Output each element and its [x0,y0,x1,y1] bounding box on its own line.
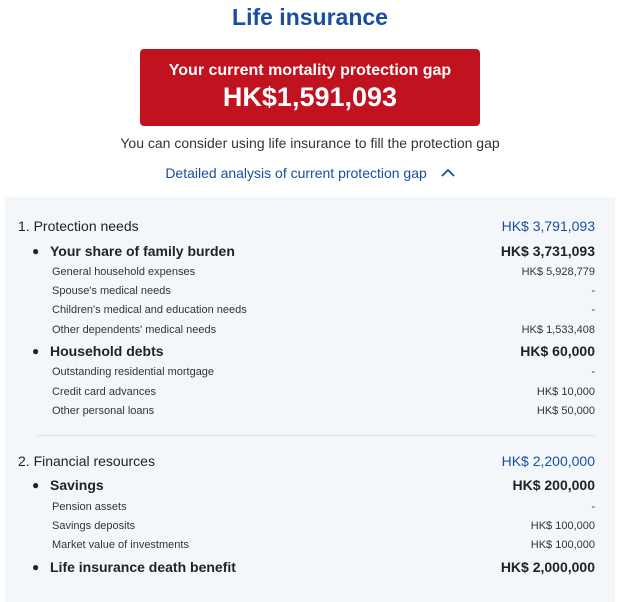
item-value: HK$ 1,533,408 [521,324,595,336]
financial-resources-label: 2. Financial resources [18,453,155,469]
gap-amount: HK$1,591,093 [222,82,398,112]
list-item [52,516,595,536]
item-value: HK$ 100,000 [530,539,595,551]
death-benefit-row [32,557,595,577]
item-label: Credit card advances [52,386,156,398]
protection-gap-box [140,49,480,126]
bullet: ● [32,478,40,492]
item-label: Other dependents' medical needs [52,324,217,336]
list-item [52,300,595,320]
detailed-analysis-label: Detailed analysis of current protection gap [165,165,427,181]
list-item [52,281,595,301]
bullet: ● [32,344,40,358]
household-debts-value: HK$ 60,000 [520,343,595,359]
protection-needs-row [18,216,595,236]
item-label: Spouse's medical needs [52,285,171,297]
list-item [52,262,595,282]
item-value: HK$ 10,000 [536,386,595,398]
gap-label: Your current mortality protection gap [168,62,452,79]
financial-resources-value: HK$ 2,200,000 [501,453,595,469]
item-label: Savings deposits [52,520,136,532]
item-value: - [591,285,595,297]
section-divider [37,435,595,436]
family-burden-label: Your share of family burden [50,243,235,259]
item-value: - [591,366,595,378]
savings-label: Savings [50,477,104,493]
list-item [52,401,595,421]
hint-text: You can consider using life insurance to fill the protection gap [120,135,500,151]
family-burden-row [32,241,595,261]
financial-resources-row [18,451,595,471]
chevron-up-icon [441,166,455,180]
item-label: Outstanding residential mortgage [52,366,215,378]
item-label: Children's medical and education needs [52,304,247,316]
bullet: ● [32,560,40,574]
item-value: HK$ 100,000 [530,520,595,532]
protection-needs-value: HK$ 3,791,093 [501,218,595,234]
item-value: - [591,304,595,316]
bullet: ● [32,244,40,258]
savings-value: HK$ 200,000 [512,477,595,493]
item-label: Market value of investments [52,539,189,551]
protection-needs-label: 1. Protection needs [18,218,139,234]
list-item [52,362,595,382]
detailed-analysis-toggle[interactable] [0,165,620,181]
list-item [52,497,595,517]
list-item [52,535,595,555]
item-value: - [591,501,595,513]
item-label: Other personal loans [52,405,155,417]
item-value: HK$ 50,000 [536,405,595,417]
item-label: General household expenses [52,266,196,278]
household-debts-row [32,341,595,361]
savings-row [32,475,595,495]
list-item [52,320,595,340]
list-item [52,382,595,402]
item-label: Pension assets [52,501,127,513]
family-burden-value: HK$ 3,731,093 [500,243,595,259]
item-value: HK$ 5,928,779 [521,266,595,278]
page-title: Life insurance [232,4,388,30]
household-debts-label: Household debts [50,343,164,359]
death-benefit-value: HK$ 2,000,000 [500,559,595,575]
death-benefit-label: Life insurance death benefit [50,559,236,575]
